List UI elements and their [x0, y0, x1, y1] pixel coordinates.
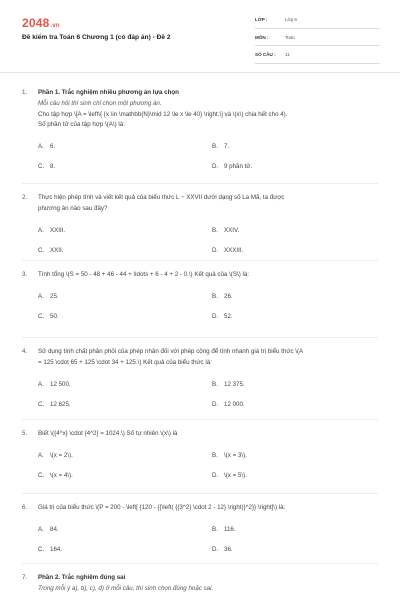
option-d[interactable]: [212, 247, 243, 254]
logo-suffix: .vn: [50, 23, 60, 29]
option-letter: C.: [38, 163, 45, 171]
question-line: Tính tổng \(S = 50 - 48 + 46 - 44 + \ldots + 6 - 4 + 2 - 0.\) Kết quả của \(S\) là:: [38, 271, 250, 278]
option-c[interactable]: [38, 247, 63, 254]
option-d[interactable]: [212, 401, 245, 408]
meta-class-label: LỚP :: [255, 17, 268, 22]
option-text: 12 000.: [224, 400, 245, 408]
question-text: [38, 573, 382, 595]
meta-subject-label: MÔN :: [255, 34, 269, 40]
option-text: XXII.: [50, 246, 64, 254]
question-text: [38, 270, 382, 281]
option-c[interactable]: [38, 546, 62, 553]
section-heading: Phần 1. Trắc nghiệm nhiều phương án lựa chọn: [38, 89, 179, 96]
option-letter: B.: [212, 292, 218, 300]
question-text: [38, 347, 382, 369]
option-c[interactable]: [38, 313, 59, 320]
option-text: XXXIII.: [224, 246, 244, 254]
option-b[interactable]: [212, 227, 239, 234]
option-letter: D.: [212, 471, 219, 479]
document-meta: [255, 14, 380, 67]
option-letter: C.: [38, 545, 45, 553]
option-c[interactable]: [38, 163, 55, 170]
option-c[interactable]: [38, 472, 73, 479]
option-letter: A.: [38, 525, 44, 533]
question-line: Sử dụng tính chất phân phối của phép nhân đối với phép cộng để tính nhanh giá trị biểu thức \(A: [38, 348, 304, 355]
option-b[interactable]: [212, 143, 229, 150]
option-d[interactable]: [212, 313, 233, 320]
meta-class-value: Lớp 6: [285, 17, 297, 22]
meta-count-row: [255, 49, 380, 64]
option-a[interactable]: [38, 381, 71, 388]
meta-count-label: SỐ CÂU :: [255, 52, 276, 57]
option-text: 7.: [224, 143, 230, 151]
option-d[interactable]: [212, 472, 247, 479]
question-divider: [22, 337, 378, 338]
logo-text: 2048: [22, 16, 50, 30]
question-divider: [22, 563, 378, 564]
option-text: XXIV.: [224, 226, 240, 234]
section-heading: Phần 2. Trắc nghiệm đúng sai: [38, 574, 126, 581]
option-b[interactable]: [212, 381, 245, 388]
question-line: = 125 \cdot 65 + 125 \cdot 34 + 125.\) Kết quả của biểu thức là:: [38, 358, 212, 366]
option-letter: D.: [212, 163, 219, 171]
option-text: \(x = 3\).: [224, 451, 247, 459]
site-logo[interactable]: [22, 16, 60, 30]
option-letter: D.: [212, 400, 219, 408]
option-c[interactable]: [38, 401, 71, 408]
option-letter: A.: [38, 143, 44, 151]
option-text: 12 625.: [50, 400, 71, 408]
question-line: Giá trị của biểu thức \(P = 200 - \left[ {120 - {{\left( {{3^2} \cdot 2 - 12} \right)}^2}} \right]\) là:: [38, 504, 286, 511]
option-a[interactable]: [38, 526, 59, 533]
option-letter: B.: [212, 226, 218, 234]
option-letter: B.: [212, 525, 218, 533]
option-text: 164.: [50, 545, 63, 553]
question-number: 4.: [22, 348, 28, 355]
option-text: \(x = 2\).: [50, 451, 73, 459]
option-letter: C.: [38, 471, 45, 479]
option-text: 50.: [50, 312, 59, 320]
option-a[interactable]: [38, 452, 73, 459]
option-letter: C.: [38, 312, 45, 320]
option-letter: A.: [38, 226, 44, 234]
question-text: [38, 193, 382, 215]
question-divider: [22, 183, 378, 184]
question-divider: [22, 260, 378, 261]
option-d[interactable]: [212, 546, 233, 553]
option-letter: D.: [212, 545, 219, 553]
option-b[interactable]: [212, 452, 247, 459]
option-text: 12 375.: [224, 380, 245, 388]
document-title: Đề kiểm tra Toán 6 Chương 1 (có đáp án) - Đề 2: [22, 34, 171, 41]
question-number: 6.: [22, 504, 28, 511]
option-text: 6.: [50, 143, 56, 151]
option-text: 26.: [224, 292, 233, 300]
option-letter: A.: [38, 380, 44, 388]
question-text: [38, 88, 382, 131]
option-text: \(x = 5\).: [224, 471, 247, 479]
question-line: Biết \({4^x} \cdot {4^2} = 1024.\) Số tự nhiên \(x\) là: [38, 430, 178, 437]
question-divider: [22, 419, 378, 420]
option-letter: D.: [212, 246, 219, 254]
option-letter: C.: [38, 246, 45, 254]
option-b[interactable]: [212, 293, 233, 300]
option-letter: B.: [212, 143, 218, 151]
meta-class-row: [255, 14, 380, 29]
question-number: 1.: [22, 89, 28, 96]
question-text: [38, 503, 382, 514]
meta-subject-row: [255, 32, 380, 47]
option-text: 8.: [50, 163, 56, 171]
section-instruction: Mỗi câu hỏi thí sinh chỉ chọn một phương án.: [38, 99, 162, 107]
option-text: \(x = 4\).: [50, 471, 73, 479]
option-d[interactable]: [212, 163, 252, 170]
option-text: 12 500.: [50, 380, 71, 388]
meta-count-value: 11: [285, 52, 290, 57]
option-letter: B.: [212, 451, 218, 459]
option-text: 9 phần tử.: [224, 163, 253, 171]
question-number: 2.: [22, 194, 28, 201]
meta-subject-value: Toán: [285, 34, 295, 40]
document-header: [0, 0, 400, 73]
option-text: 116.: [224, 525, 236, 533]
question-divider: [22, 493, 378, 494]
question-line: Cho tập hợp \[A = \left\{ {x \in \mathbb{N}\mid 12 \le x \le 40} \right.\] và \(x\) chia hết cho 4).: [38, 110, 288, 118]
question-number: 7.: [22, 574, 28, 581]
option-letter: A.: [38, 292, 44, 300]
option-text: XXIII.: [50, 226, 66, 234]
option-letter: D.: [212, 312, 219, 320]
section-instruction: Trong mỗi ý a), b), c), d) ở mỗi câu, thí sinh chọn đúng hoặc sai.: [38, 584, 214, 592]
option-text: 52.: [224, 312, 233, 320]
option-a[interactable]: [38, 227, 65, 234]
option-text: 25.: [50, 292, 59, 300]
option-text: 36.: [224, 545, 233, 553]
option-b[interactable]: [212, 526, 236, 533]
option-a[interactable]: [38, 293, 59, 300]
question-line: Số phần tử của tập hợp \(A\) là:: [38, 121, 125, 129]
question-number: 5.: [22, 430, 28, 437]
question-line: Thực hiện phép tính và viết kết quả của biểu thức L − XXVII dưới dạng số La Mã, ta được: [38, 194, 285, 201]
question-line: phương án nào sau đây?: [38, 204, 108, 212]
option-letter: B.: [212, 380, 218, 388]
option-letter: A.: [38, 451, 44, 459]
option-text: 84.: [50, 525, 59, 533]
option-letter: C.: [38, 400, 45, 408]
question-number: 3.: [22, 271, 28, 278]
option-a[interactable]: [38, 143, 55, 150]
question-text: [38, 429, 382, 440]
